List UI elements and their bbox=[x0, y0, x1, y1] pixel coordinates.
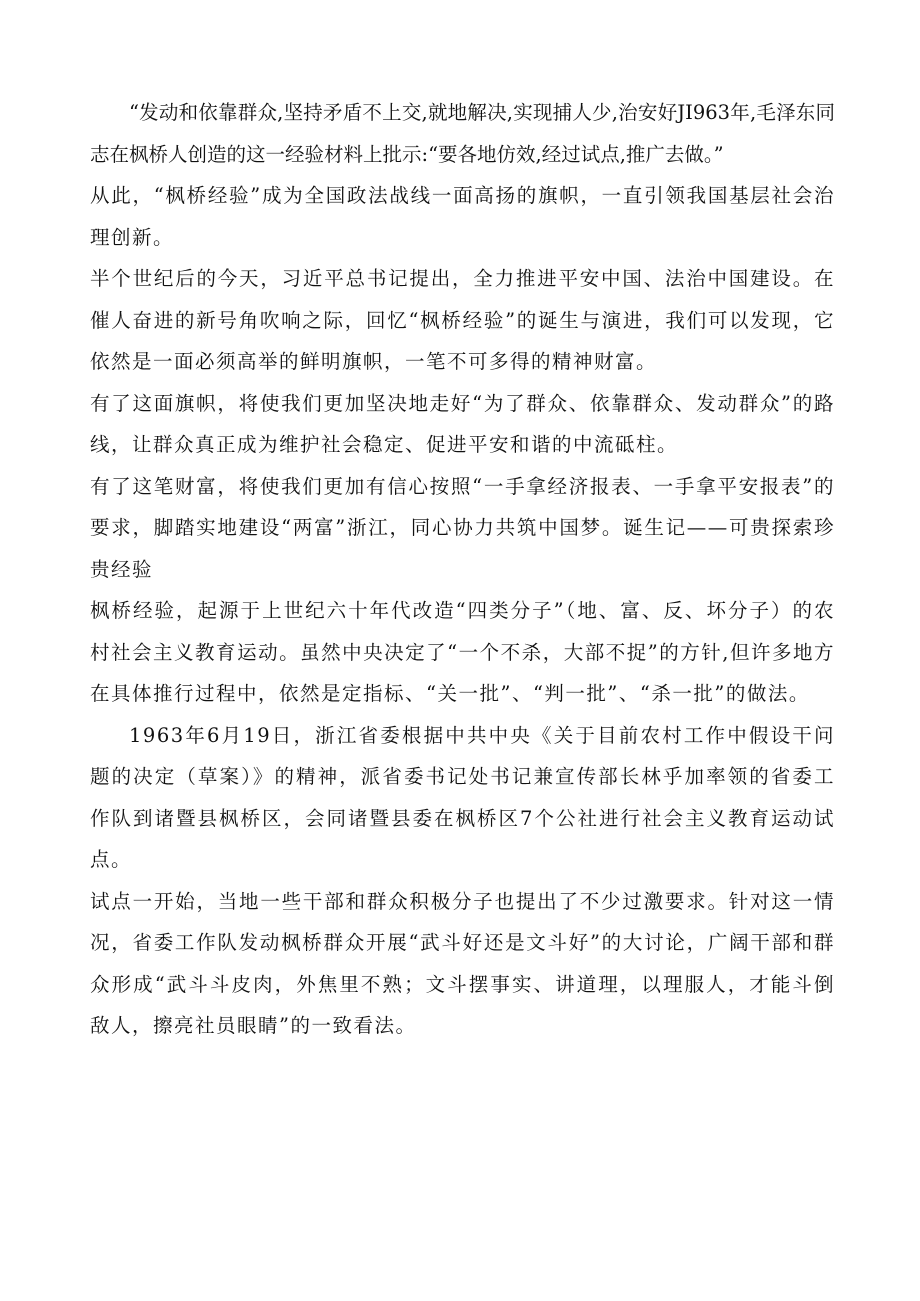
paragraph-3: 半个世纪后的今天，习近平总书记提出，全力推进平安中国、法治中国建设。在催人奋进的新号角吹响之际，回忆“枫桥经验”的诞生与演进，我们可以发现，它依然是一面必须高举的鲜明旗帜，一笔不可多得的精神财富。 bbox=[90, 267, 835, 373]
paragraph-4: 有了这面旗帜，将使我们更加坚决地走好“为了群众、依靠群众、发动群众”的路线，让群众真正成为维护社会稳定、促进平安和谐的中流砥柱。 bbox=[90, 391, 835, 456]
paragraph-6: 枫桥经验，起源于上世纪六十年代改造“四类分子”（地、富、反、坏分子）的农村社会主义教育运动。虽然中央决定了“一个不杀，大部不捉”的方针,但许多地方在具体推行过程中，依然是定指标、“关一批”、“判一批”、“杀一批”的做法。 bbox=[90, 599, 835, 705]
paragraph-2: 从此，“枫桥经验”成为全国政法战线一面高扬的旗帜，一直引领我国基层社会治理创新。 bbox=[90, 184, 835, 249]
paragraph-7: 1963年6月19日，浙江省委根据中共中央《关于目前农村工作中假设干问题的决定（草案）》的精神，派省委书记处书记兼宣传部长林乎加率领的省委工作队到诸暨县枫桥区，会同诸暨县委在枫桥区7个公社进行社会主义教育运动试点。 bbox=[90, 723, 835, 871]
paragraph-1: “发动和依靠群众,坚持矛盾不上交,就地解决,实现捕人少,治安好JI963年,毛泽东同志在枫桥人创造的这一经验材料上批示:“要各地仿效,经过试点,推广去做。” bbox=[90, 101, 835, 166]
document-body bbox=[90, 92, 835, 1047]
paragraph-5: 有了这笔财富，将使我们更加有信心按照“一手拿经济报表、一手拿平安报表”的要求，脚踏实地建设“两富”浙江，同心协力共筑中国梦。诞生记——可贵探索珍贵经验 bbox=[90, 474, 835, 581]
paragraph-8: 试点一开始，当地一些干部和群众积极分子也提出了不少过激要求。针对这一情况，省委工作队发动枫桥群众开展“武斗好还是文斗好”的大讨论，广阔干部和群众形成“武斗斗皮肉，外焦里不熟；文斗摆事实、讲道理，以理服人，才能斗倒敌人，擦亮社员眼睛”的一致看法。 bbox=[90, 889, 835, 1037]
